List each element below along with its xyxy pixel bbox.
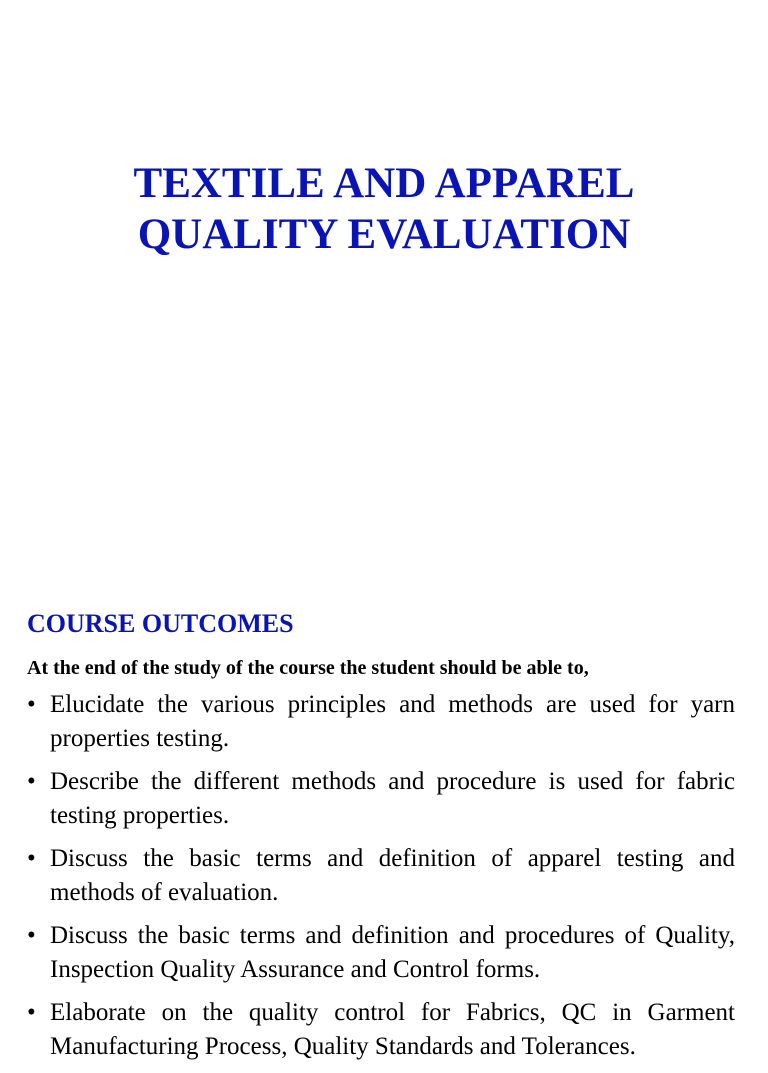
slide-title-line-2: QUALITY EVALUATION — [137, 211, 631, 258]
bullet-icon: • — [27, 999, 36, 1026]
list-item-text: Elucidate the various principles and methods are used for yarn properties testing. — [50, 691, 735, 752]
list-item — [27, 919, 735, 987]
list-item-text: Discuss the basic terms and definition and procedures of Quality, Inspection Quality Assurance and Control forms. — [50, 922, 735, 983]
course-outcomes-intro: At the end of the study of the course the student should be able to, — [27, 657, 589, 679]
course-outcomes-heading: COURSE OUTCOMES — [27, 609, 294, 638]
list-item — [27, 996, 735, 1064]
bullet-icon: • — [27, 845, 36, 872]
list-item — [27, 688, 735, 756]
list-item — [27, 765, 735, 833]
list-item-text: Describe the different methods and procedure is used for fabric testing properties. — [50, 768, 735, 829]
slide-title-line-1: TEXTILE AND APPAREL — [133, 160, 635, 207]
bullet-icon: • — [27, 768, 36, 795]
course-outcomes-section — [27, 606, 735, 1073]
course-outcomes-list — [27, 688, 735, 1064]
list-item — [27, 842, 735, 910]
list-item-text: Discuss the basic terms and definition of apparel testing and methods of evaluation. — [50, 845, 735, 906]
slide-title — [0, 158, 768, 260]
list-item-text: Elaborate on the quality control for Fabrics, QC in Garment Manufacturing Process, Quality Standards and Tolerances. — [50, 999, 735, 1060]
bullet-icon: • — [27, 922, 36, 949]
bullet-icon: • — [27, 691, 36, 718]
